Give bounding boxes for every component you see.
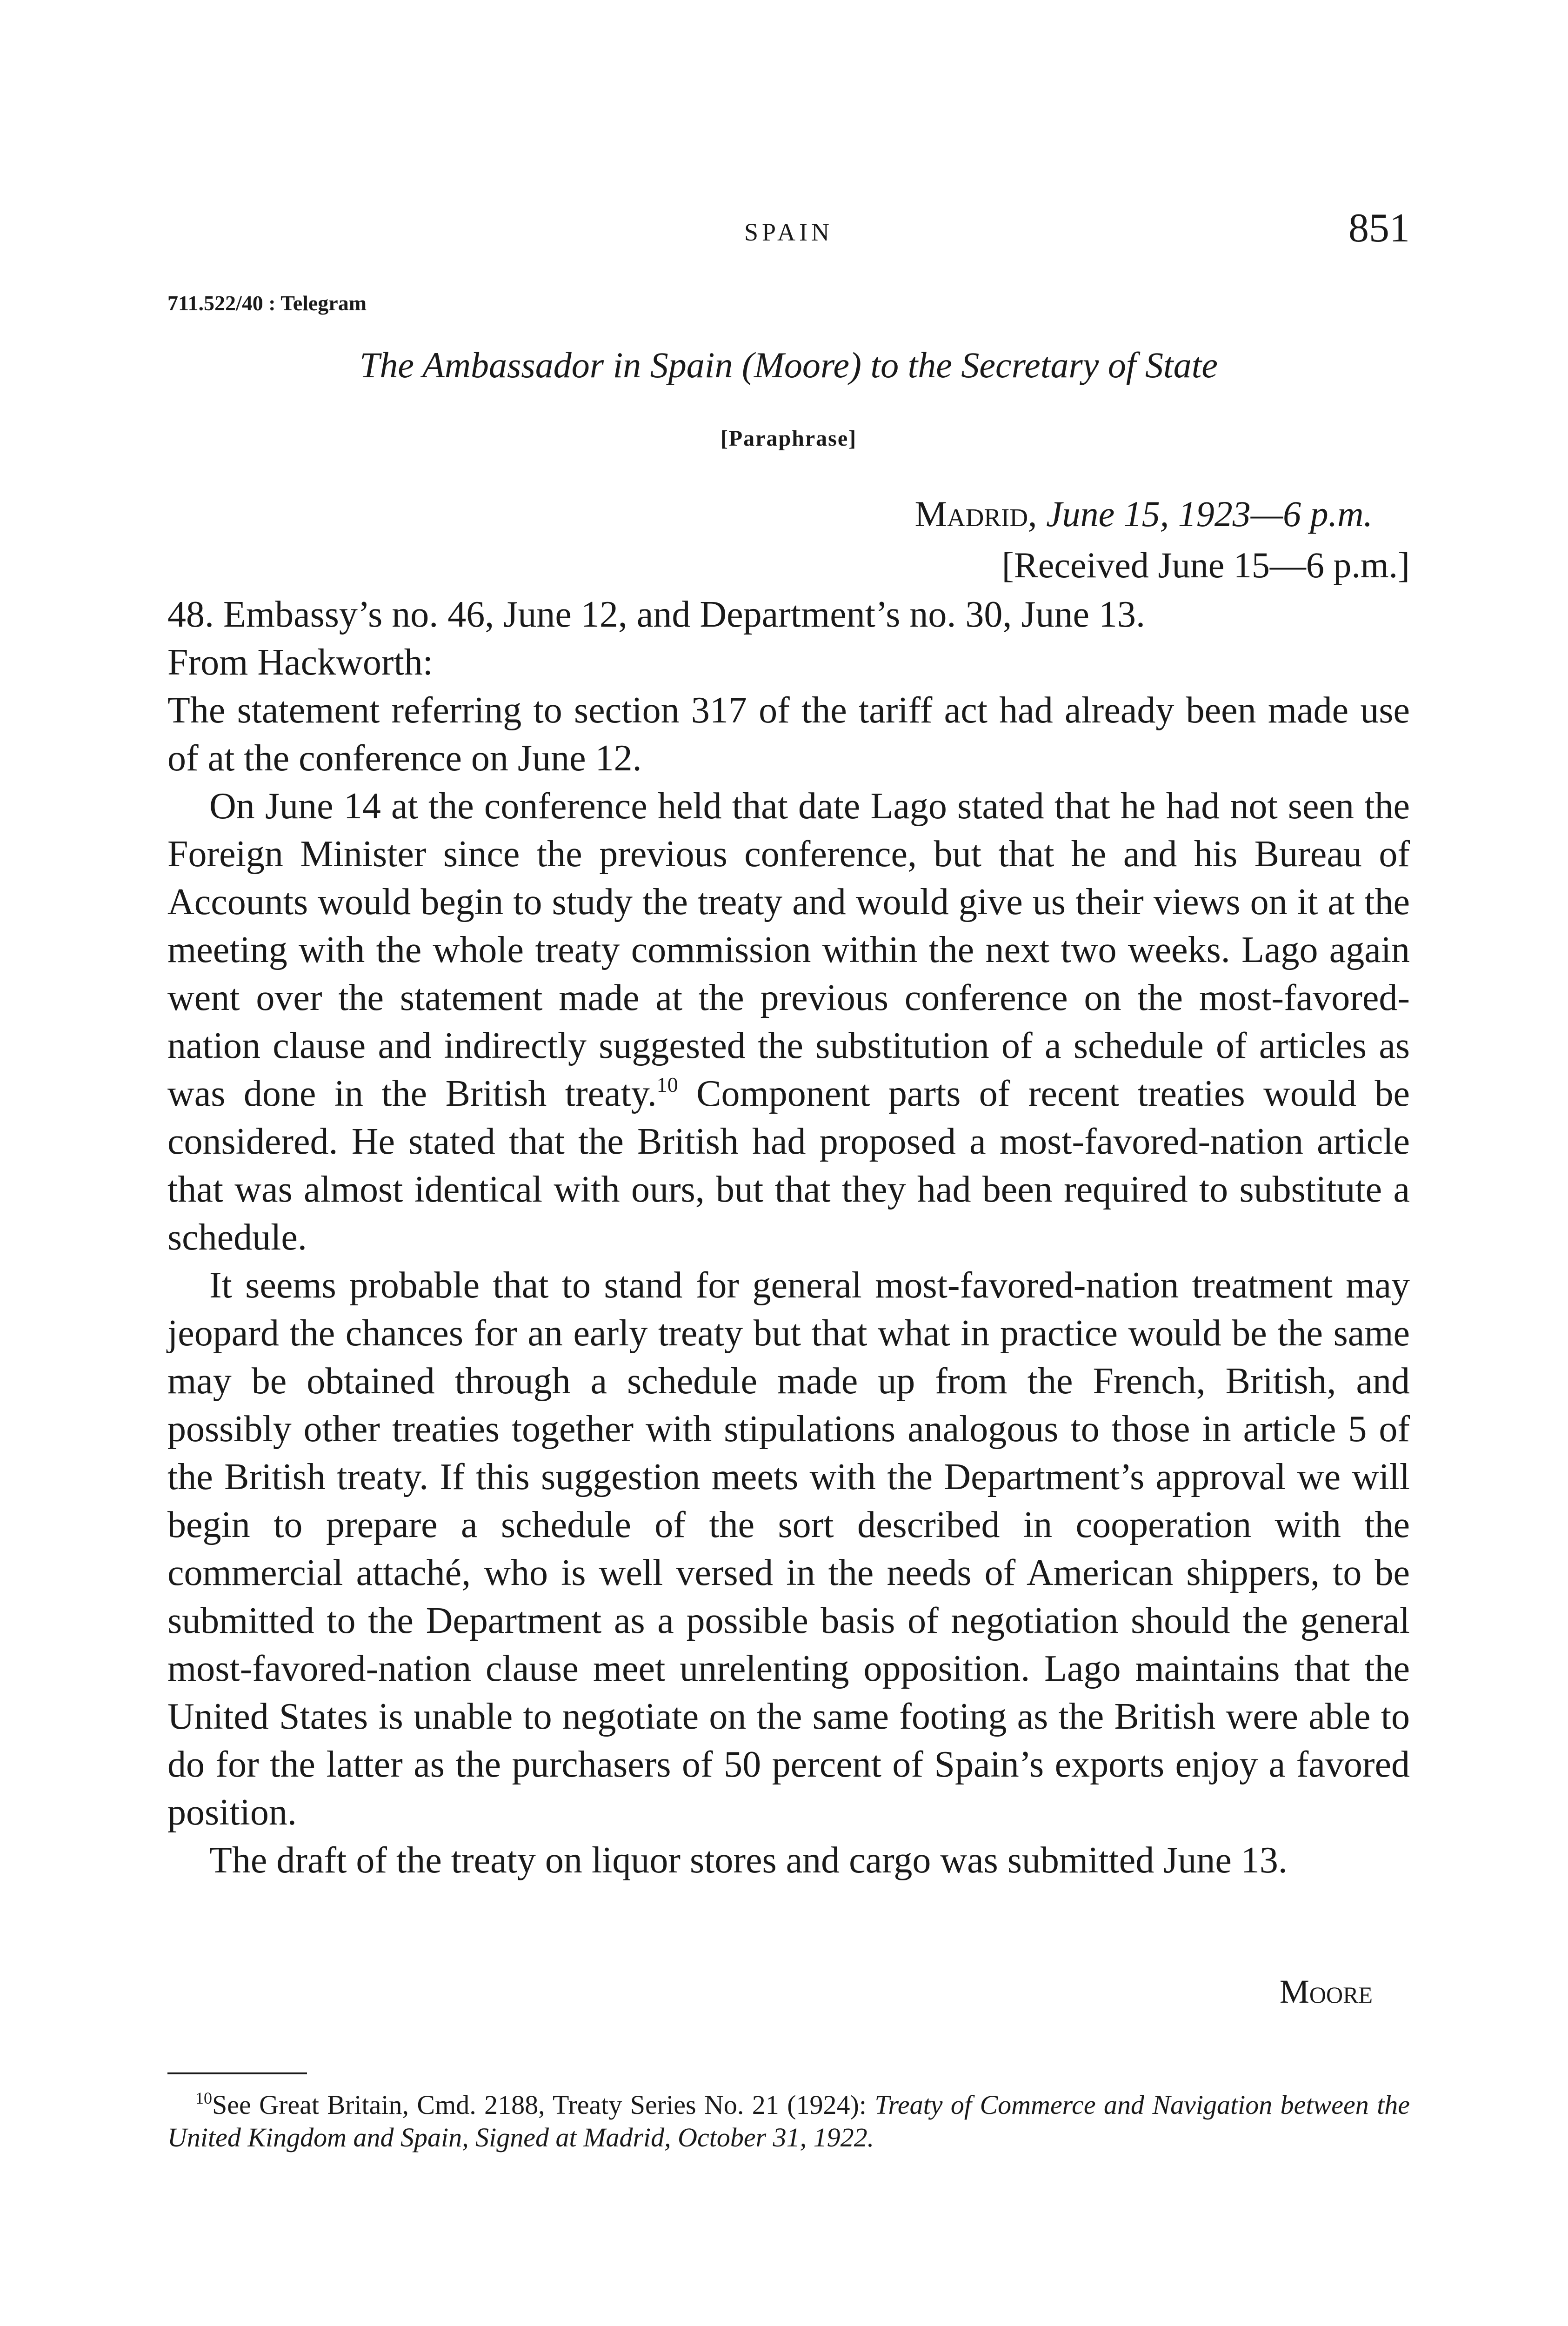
running-head	[167, 205, 1410, 261]
dateline	[915, 493, 1373, 535]
file-reference: 711.522/40 : Telegram	[167, 291, 367, 315]
paragraph-3: The statement referring to section 317 of the tariff act had already been made use of at the conference on June 12.	[167, 690, 1410, 779]
dateline-city: Madrid,	[914, 494, 1037, 534]
dateline-date: June 15, 1923—6 p.m.	[1046, 494, 1373, 534]
footnote-reference: 10	[656, 1073, 678, 1096]
footnote-mark: 10	[195, 2089, 212, 2107]
telegram-body	[167, 591, 1410, 1885]
paragraph-6: The draft of the treaty on liquor stores and cargo was submitted June 13.	[209, 1840, 1288, 1881]
signature: Moore	[1279, 1973, 1373, 2010]
footnote-divider	[167, 2072, 307, 2074]
footnote-text: See Great Britain, Cmd. 2188, Treaty Series No. 21 (1924):	[212, 2090, 875, 2120]
paragraph-4	[167, 782, 1410, 1262]
paragraph-2: From Hackworth:	[167, 642, 434, 683]
page-number: 851	[1348, 206, 1410, 251]
paragraph-1: 48. Embassy’s no. 46, June 12, and Department’s no. 30, June 13.	[167, 594, 1145, 635]
paragraph-4-part-a: On June 14 at the conference held that date Lago stated that he had not seen the Foreign Minister since the previous conference, but that he and his Bureau of Accounts would begin to study the treaty and would give us their views on it at the meeting with the whole treaty commission within the next two weeks. Lago again went over the statement made at the previous conference on the most-favored-nation clause and indirectly suggested the substitution of a schedule of articles as was done in the British treaty.	[167, 786, 1410, 1114]
document-title: The Ambassador in Spain (Moore) to the Secretary of State	[359, 345, 1218, 385]
running-title: SPAIN	[744, 218, 834, 246]
received-note: [Received June 15—6 p.m.]	[1001, 545, 1410, 585]
footnote-treaty-title: Treaty of Commerce and Navigation between the United Kingdom and Spain, Signed at Madrid, October 31, 1922.	[167, 2090, 1410, 2152]
paragraph-5: It seems probable that to stand for general most-favored-nation treatment may jeopard the chances for an early treaty but that what in practice would be the same may be obtained through a schedule made up from the French, British, and possibly other treaties together with stipulations analogous to those in article 5 of the British treaty. If this suggestion meets with the Department’s approval we will begin to prepare a schedule of the sort described in cooperation with the commercial attaché, who is well versed in the needs of American shippers, to be submitted to the Department as a possible basis of negotiation should the general most-favored-nation clause meet unrelenting opposition. Lago maintains that the United States is unable to negotiate on the same footing as the British were able to do for the latter as the purchasers of 50 percent of Spain’s exports enjoy a favored position.	[167, 1265, 1410, 1833]
footnote	[167, 2089, 1410, 2154]
paraphrase-note: [Paraphrase]	[720, 426, 857, 451]
paragraph-4-part-b: Component parts of recent treaties would be considered. He stated that the British had proposed a most-favored-nation article that was almost identical with ours, but that they had been required to substitute a schedule.	[167, 1073, 1410, 1258]
